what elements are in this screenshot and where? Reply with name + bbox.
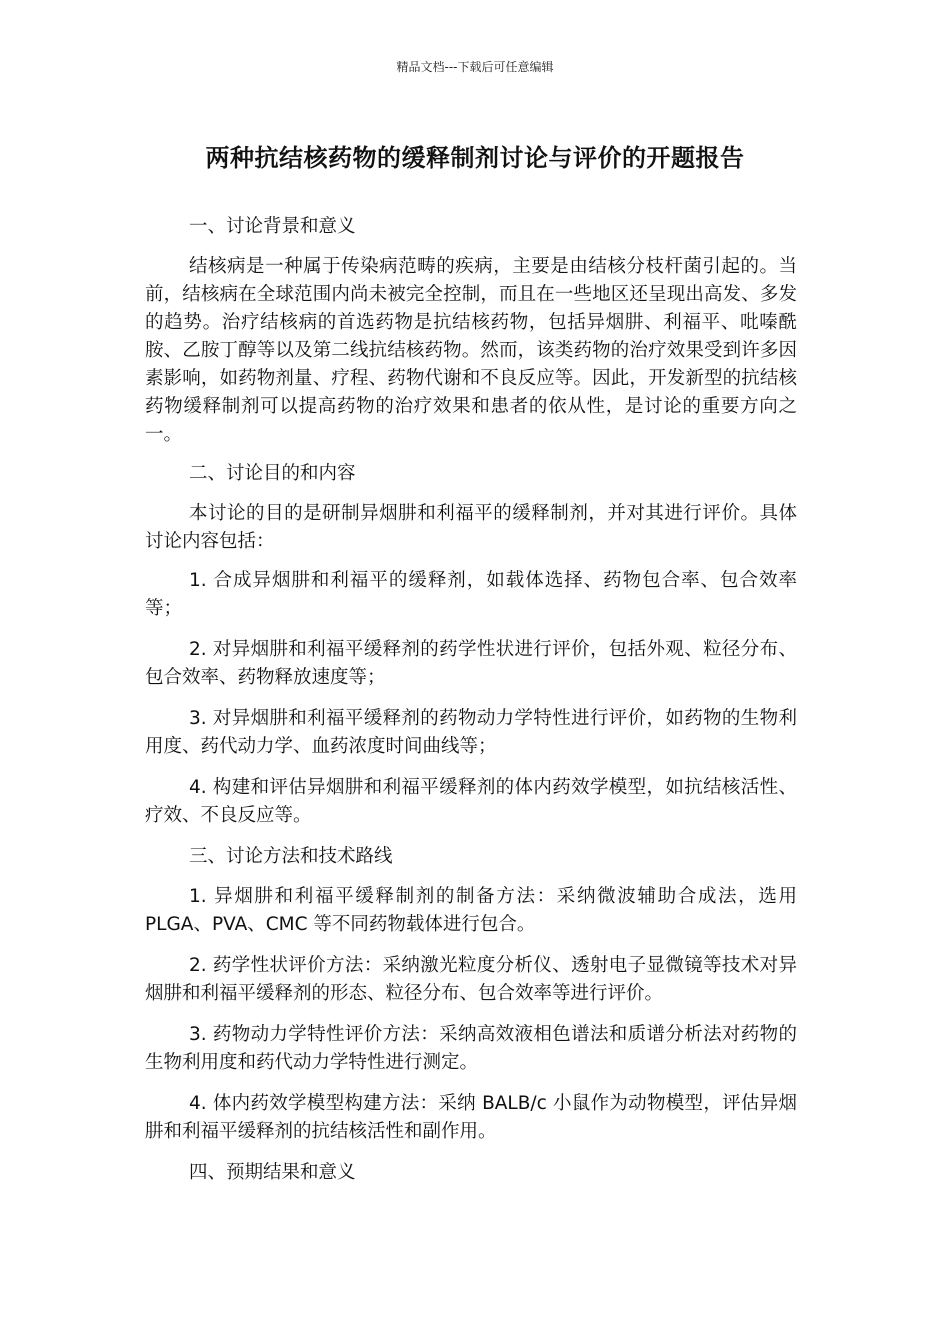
list-item-methods-3: 3. 药物动力学特性评价方法：采纳高效液相色谱法和质谱分析法对药物的生物利用度和药代动力学特性进行测定。 xyxy=(145,1024,797,1073)
section-heading-purpose: 二、讨论目的和内容 xyxy=(189,463,356,484)
list-item-methods-2: 2. 药学性状评价方法：采纳激光粒度分析仪、透射电子显微镜等技术对异烟肼和利福平缓释剂的形态、粒径分布、包合效率等进行评价。 xyxy=(145,955,797,1004)
document-body xyxy=(145,213,797,1199)
list-item-methods-1: 1. 异烟肼和利福平缓释制剂的制备方法：采纳微波辅助合成法，选用 PLGA、PVA、CMC 等不同药物载体进行包合。 xyxy=(145,886,797,935)
section-heading-background: 一、讨论背景和意义 xyxy=(189,216,356,237)
list-item-purpose-2: 2. 对异烟肼和利福平缓释剂的药学性状进行评价，包括外观、粒径分布、包合效率、药物释放速度等； xyxy=(145,639,797,688)
list-item-purpose-4: 4. 构建和评估异烟肼和利福平缓释剂的体内药效学模型，如抗结核活性、疗效、不良反应等。 xyxy=(145,777,797,826)
page-header: 精品文档---下载后可任意编辑 xyxy=(396,60,554,74)
list-item-purpose-3: 3. 对异烟肼和利福平缓释剂的药物动力学特性进行评价，如药物的生物利用度、药代动力学、血药浓度时间曲线等； xyxy=(145,708,797,757)
paragraph-background: 结核病是一种属于传染病范畴的疾病，主要是由结核分枝杆菌引起的。当前，结核病在全球范围内尚未被完全控制，而且在一些地区还呈现出高发、多发的趋势。治疗结核病的首选药物是抗结核药物，包括异烟肼、利福平、吡嗪酰胺、乙胺丁醇等以及第二线抗结核药物。然而，该类药物的治疗效果受到许多因素影响，如药物剂量、疗程、药物代谢和不良反应等。因此，开发新型的抗结核药物缓释制剂可以提高药物的治疗效果和患者的依从性，是讨论的重要方向之一。 xyxy=(145,256,797,445)
list-item-purpose-1: 1. 合成异烟肼和利福平的缓释剂，如载体选择、药物包合率、包合效率等； xyxy=(145,570,797,619)
list-item-methods-4: 4. 体内药效学模型构建方法：采纳 BALB/c 小鼠作为动物模型，评估异烟肼和利福平缓释剂的抗结核活性和副作用。 xyxy=(145,1093,797,1142)
document-title: 两种抗结核药物的缓释制剂讨论与评价的开题报告 xyxy=(205,144,745,172)
paragraph-purpose-intro: 本讨论的目的是研制异烟肼和利福平的缓释制剂，并对其进行评价。具体讨论内容包括： xyxy=(145,503,797,552)
section-heading-expected-results: 四、预期结果和意义 xyxy=(189,1162,356,1183)
section-heading-methods: 三、讨论方法和技术路线 xyxy=(189,846,393,867)
